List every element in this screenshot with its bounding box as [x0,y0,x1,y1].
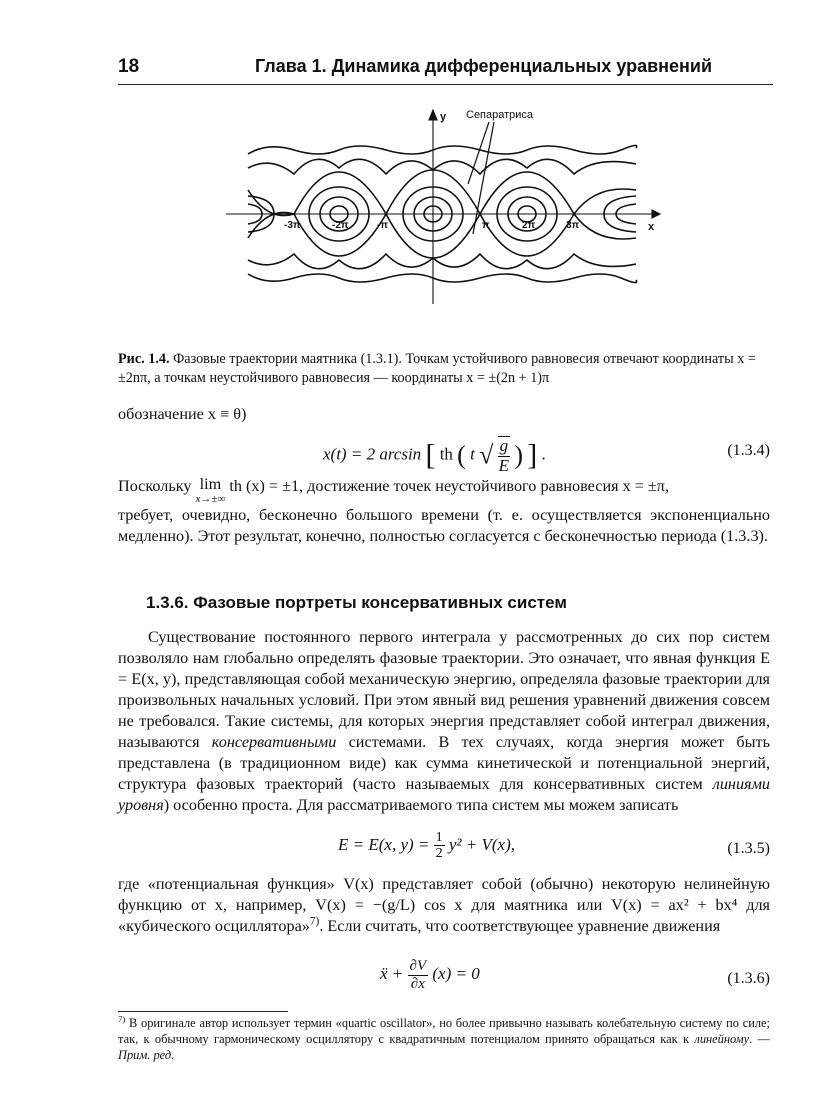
outer-trajectory-top-2 [248,145,637,154]
tick-label-minus-3pi: -3π [284,220,301,231]
y-axis-label: y [440,111,447,123]
paragraph-time: требует, очевидно, бесконечно большого времени (т. е. осуществляется экспоненциально медленно). Этот результат, конечно, полностью согласуется с бесконечностью периода (1.3.3). [118,506,770,545]
phase-portrait-figure [196,104,666,324]
eq135-frac-num: 1 [435,830,443,845]
eq135-rhs: y² + V(x), [448,834,515,854]
caption-label: Рис. 1.4. [118,351,170,367]
eq135-frac-den: 2 [435,846,443,862]
p2-rest: th (x) = ±1, достижение точек неустойчивого равновесия x = ±π, [229,477,670,495]
tick-label-2pi: 2π [522,220,536,231]
eq135-number: (1.3.5) [727,840,770,857]
eq136-num-top: ∂V [409,958,427,974]
footnote-ref: 7) [309,915,320,928]
separatrix-upper [248,170,636,216]
header-rule [118,84,773,85]
running-head: Глава 1. Динамика дифференциальных уравнений [255,56,713,76]
eq135-lhs: E = E(x, y) = [338,834,430,854]
equation-1-3-6 [118,956,770,1000]
outer-trajectory-bottom-2 [248,274,637,283]
footnote-rule [118,1011,288,1012]
caption-text: Фазовые траектории маятника (1.3.1). Точкам устойчивого равновесия отвечают координаты x = ±2nπ, а точкам неустойчивого равновесия — координаты x = ±(2n + 1)π [118,351,756,386]
x-axis-label: x [648,221,655,233]
eq134-E: E [498,455,510,475]
eq136-number: (1.3.6) [727,970,770,987]
eq134-th: th [439,444,453,464]
separatrix-label: Сепаратриса [466,109,534,121]
term-conservative: консервативными [211,733,337,751]
paragraph-potential: где «потенциальная функция» V(x) представляет собой (обычно) некоторую нелинейную функцию от x, например, V(x) = −(g/L) cos x для маятника или V(x) = ax² + bx⁴ для «кубического осциллятора»$^{7)}$. Если считать, что соответствующее уравнение движения [118,875,770,935]
p2-lim-sub: x→±∞ [195,493,226,506]
figure-caption [118,350,768,388]
term-level-lines: линиями уровня [118,775,770,814]
section-title: 1.3.6. Фазовые портреты консервативных систем [146,593,567,612]
paragraph-notation: обозначение x ≡ θ) [118,405,247,423]
equation-1-3-5 [118,826,770,870]
footnote-marker: 7) [118,1013,126,1024]
eq136-den: ∂x [410,975,425,992]
tick-label-minus-pi: -π [377,220,388,231]
eq134-g: g [499,436,509,455]
tick-label-minus-2pi: -2π [332,220,349,231]
eq134-lhs: x(t) = 2 arcsin [323,444,422,464]
eq134-number: (1.3.4) [727,442,770,459]
x-axis-arrow [652,210,660,218]
eq136-rhs: (x) = 0 [432,963,480,983]
tick-label-3pi: 3π [566,220,580,231]
eq136-lhs: ẍ + [380,963,404,983]
p2-pre: Поскольку [118,477,192,495]
eq134-t: t [470,444,475,464]
y-axis-arrow [429,110,437,120]
p2-lim: lim [199,475,222,493]
tick-label-pi: π [482,220,490,231]
paragraph-conservative: Существование постоянного первого интеграла у рассмотренных до сих пор систем позволяло нам глобально определять фазовые траектории. Это означает, что явная функция E = E(x, y), представляющая собой механическую энергию, определяла фазовые траектории для произвольных начальных условий. При этом явный вид решения уравнений движения совсем не требовался. Такие системы, для которых энергия представляет собой интеграл движения, называются консервативными системами. В тех случаях, когда энергия может быть представлена (в традиционном виде) как сумма кинетической и потенциальной энергий, структура фазовых траекторий (часто называемых для консервативных систем линиями уровня) особенно проста. Для рассматриваемого типа систем мы можем записать [118,628,770,814]
equation-1-3-4: x(t) = 2 arcsin [ th ( t √ $\frac{g}{E}$ ) ] . (1.3.4) [323,436,770,475]
footnote: $^{7)}$ В оригинале автор использует термин «quartic oscillator», но более привычно называть колебательную систему по силе; так, к обычному гармоническому осциллятору с квадратичным потенциалом принято обращаться как к линейному. — Прим. ред. [118,1013,770,1062]
page-number: 18 [118,56,140,77]
paragraph-limit [118,476,770,505]
